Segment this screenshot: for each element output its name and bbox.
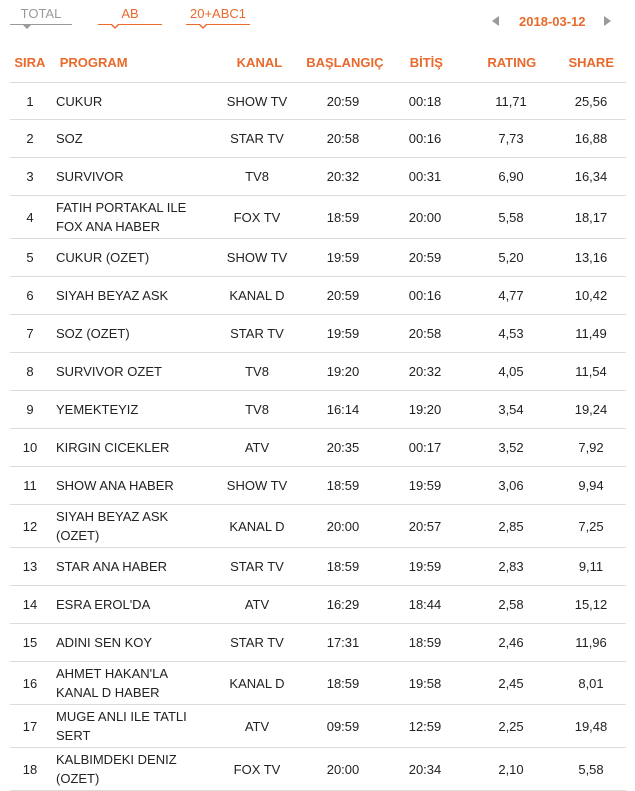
col-header-kanal: KANAL <box>236 54 283 70</box>
date-navigator <box>492 12 611 30</box>
cell-bitis: 18:44 <box>408 597 442 612</box>
cell-program: YEMEKTEYIZ <box>56 402 139 417</box>
cell-share: 13,16 <box>574 250 608 265</box>
cell-sira: 15 <box>22 635 38 650</box>
cell-bitis: 20:58 <box>408 326 442 341</box>
cell-kanal: TV8 <box>245 364 269 379</box>
cell-bitis: 12:59 <box>408 718 442 734</box>
cell-baslangic: 18:59 <box>326 478 360 493</box>
table-row <box>10 748 626 791</box>
cell-kanal: STAR TV <box>230 559 284 574</box>
cell-bitis: 20:34 <box>408 761 442 777</box>
cell-bitis: 19:59 <box>408 559 442 574</box>
cell-share: 7,25 <box>578 518 604 534</box>
table-row <box>10 467 626 505</box>
cell-sira: 17 <box>22 718 38 734</box>
cell-baslangic: 20:59 <box>326 288 360 303</box>
cell-kanal: KANAL D <box>229 288 285 303</box>
cell-rating: 5,20 <box>498 250 524 265</box>
cell-share: 11,96 <box>575 635 607 650</box>
cell-rating: 3,54 <box>498 402 524 417</box>
cell-share: 9,11 <box>578 559 604 574</box>
cell-sira: 8 <box>26 364 34 379</box>
table-row <box>10 353 626 391</box>
cell-sira: 14 <box>22 597 38 612</box>
cell-kanal: STAR TV <box>230 131 284 146</box>
col-header-bitis: BİTİŞ <box>409 54 443 70</box>
table-row <box>10 662 626 705</box>
cell-rating: 2,83 <box>498 559 524 574</box>
cell-kanal: SHOW TV <box>226 93 288 109</box>
cell-rating: 3,52 <box>498 440 524 455</box>
cell-baslangic: 20:35 <box>326 440 360 455</box>
cell-program: CUKUR <box>56 93 103 109</box>
cell-bitis: 00:17 <box>408 440 442 455</box>
cell-program: SIYAH BEYAZ ASK (OZET) <box>56 509 169 543</box>
tab-notch-icon <box>198 24 208 29</box>
cell-kanal: STAR TV <box>230 326 284 341</box>
cell-rating: 2,10 <box>498 761 524 777</box>
cell-rating: 2,45 <box>498 675 524 691</box>
cell-baslangic: 16:29 <box>326 597 360 612</box>
cell-bitis: 20:00 <box>408 209 442 225</box>
cell-kanal: TV8 <box>245 402 269 417</box>
cell-rating: 2,46 <box>498 635 524 650</box>
tab-20-abc1[interactable] <box>186 6 250 30</box>
cell-baslangic: 18:59 <box>326 559 360 574</box>
cell-program: ADINI SEN KOY <box>56 635 153 650</box>
cell-kanal: STAR TV <box>230 635 284 650</box>
cell-sira: 12 <box>22 518 38 534</box>
cell-bitis: 00:16 <box>408 131 442 146</box>
cell-sira: 10 <box>22 440 38 455</box>
cell-rating: 5,58 <box>498 209 524 225</box>
cell-share: 18,17 <box>574 209 608 225</box>
cell-sira: 18 <box>22 761 38 777</box>
cell-kanal: ATV <box>244 597 270 612</box>
cell-program: SOZ (OZET) <box>56 326 130 341</box>
cell-baslangic: 18:59 <box>326 675 360 691</box>
cell-share: 10,42 <box>574 288 608 303</box>
cell-bitis: 00:16 <box>408 288 442 303</box>
tab-notch-icon <box>22 24 32 29</box>
cell-program: SHOW ANA HABER <box>56 478 174 493</box>
cell-share: 15,12 <box>574 597 608 612</box>
cell-baslangic: 20:00 <box>326 518 360 534</box>
col-header-share: SHARE <box>568 54 614 70</box>
cell-kanal: KANAL D <box>229 675 285 691</box>
cell-program: SURVIVOR OZET <box>56 364 162 379</box>
table-row <box>10 120 626 158</box>
cell-share: 19,24 <box>574 402 608 417</box>
cell-rating: 4,77 <box>498 288 524 303</box>
col-header-baslangic: BAŞLANGIÇ <box>306 54 384 70</box>
cell-kanal: FOX TV <box>233 761 281 777</box>
cell-share: 11,49 <box>575 326 607 341</box>
cell-rating: 6,90 <box>498 169 524 184</box>
cell-baslangic: 20:58 <box>326 131 360 146</box>
cell-bitis: 19:58 <box>408 675 442 691</box>
cell-rating: 2,85 <box>498 518 524 534</box>
table-row <box>10 391 626 429</box>
cell-bitis: 20:59 <box>408 250 442 265</box>
cell-sira: 16 <box>22 675 38 691</box>
table-row <box>10 277 626 315</box>
cell-kanal: SHOW TV <box>226 250 288 265</box>
cell-bitis: 20:57 <box>408 518 442 534</box>
ratings-table <box>10 42 626 791</box>
tab-20-abc1-label: 20+ABC1 <box>189 6 246 21</box>
tab-underline <box>186 24 250 25</box>
cell-rating: 2,25 <box>498 718 524 734</box>
cell-share: 16,88 <box>574 131 608 146</box>
table-row <box>10 505 626 548</box>
cell-kanal: ATV <box>244 440 270 455</box>
cell-share: 19,48 <box>574 718 608 734</box>
cell-rating: 3,06 <box>498 478 524 493</box>
cell-sira: 11 <box>23 478 37 493</box>
cell-baslangic: 09:59 <box>326 718 360 734</box>
cell-kanal: ATV <box>244 718 270 734</box>
cell-sira: 1 <box>26 93 34 109</box>
cell-kanal: TV8 <box>245 169 269 184</box>
cell-program: KIRGIN CICEKLER <box>56 440 170 455</box>
cell-program: FATIH PORTAKAL ILE FOX ANA HABER <box>56 200 187 234</box>
table-header <box>10 42 626 83</box>
table-row <box>10 548 626 586</box>
cell-bitis: 18:59 <box>408 635 442 650</box>
cell-bitis: 19:20 <box>408 402 442 417</box>
tab-total-label: TOTAL <box>20 6 62 21</box>
cell-sira: 9 <box>26 402 34 417</box>
cell-rating: 7,73 <box>498 131 524 146</box>
table-row <box>10 429 626 467</box>
table-row <box>10 705 626 748</box>
cell-baslangic: 19:59 <box>326 326 360 341</box>
tab-underline <box>98 24 162 25</box>
cell-program: KALBIMDEKI DENIZ (OZET) <box>56 752 177 786</box>
table-body <box>10 83 626 791</box>
cell-kanal: SHOW TV <box>226 478 288 493</box>
cell-baslangic: 19:20 <box>326 364 360 379</box>
cell-bitis: 19:59 <box>408 478 442 493</box>
table-row <box>10 624 626 662</box>
cell-rating: 4,53 <box>498 326 524 341</box>
table-row <box>10 196 626 239</box>
cell-bitis: 00:31 <box>408 169 442 184</box>
cell-baslangic: 20:59 <box>326 93 360 109</box>
tab-ab-label: AB <box>121 6 139 21</box>
cell-program: CUKUR (OZET) <box>56 250 150 265</box>
cell-baslangic: 17:31 <box>326 635 360 650</box>
col-header-rating: RATING <box>487 54 537 70</box>
cell-sira: 3 <box>26 169 34 184</box>
table-row <box>10 83 626 120</box>
selected-date: 2018-03-12 <box>519 13 586 29</box>
cell-share: 5,58 <box>578 761 604 777</box>
cell-program: SOZ <box>56 131 83 146</box>
cell-share: 16,34 <box>574 169 608 184</box>
cell-sira: 7 <box>26 326 34 341</box>
tab-ab[interactable] <box>98 6 162 30</box>
cell-baslangic: 19:59 <box>326 250 360 265</box>
cell-baslangic: 20:32 <box>326 169 360 184</box>
cell-sira: 6 <box>26 288 34 303</box>
cell-baslangic: 16:14 <box>326 402 360 417</box>
col-header-sira: SIRA <box>14 54 46 70</box>
cell-share: 11,54 <box>575 364 607 379</box>
cell-share: 25,56 <box>574 93 608 109</box>
cell-sira: 2 <box>26 131 34 146</box>
col-header-program: PROGRAM <box>59 54 128 70</box>
cell-sira: 13 <box>22 559 38 574</box>
cell-bitis: 00:18 <box>408 93 442 109</box>
cell-kanal: KANAL D <box>229 518 285 534</box>
table-row <box>10 586 626 624</box>
cell-sira: 4 <box>26 209 34 225</box>
cell-program: AHMET HAKAN'LA KANAL D HABER <box>56 666 168 700</box>
audience-tabs <box>0 0 635 38</box>
cell-rating: 11,71 <box>495 93 527 109</box>
cell-program: ESRA EROL'DA <box>56 597 151 612</box>
cell-share: 7,92 <box>578 440 604 455</box>
table-row <box>10 239 626 277</box>
tab-total[interactable] <box>10 6 72 30</box>
cell-sira: 5 <box>26 250 34 265</box>
cell-baslangic: 20:00 <box>326 761 360 777</box>
tab-notch-icon <box>110 24 120 29</box>
cell-program: SURVIVOR <box>56 169 124 184</box>
triangle-right-icon[interactable] <box>604 16 611 26</box>
cell-rating: 2,58 <box>498 597 524 612</box>
cell-share: 9,94 <box>578 478 604 493</box>
triangle-left-icon[interactable] <box>492 16 499 26</box>
cell-program: STAR ANA HABER <box>56 559 168 574</box>
cell-share: 8,01 <box>578 675 604 691</box>
table-row <box>10 315 626 353</box>
cell-bitis: 20:32 <box>408 364 442 379</box>
cell-baslangic: 18:59 <box>326 209 360 225</box>
cell-rating: 4,05 <box>498 364 524 379</box>
cell-program: SIYAH BEYAZ ASK <box>56 288 169 303</box>
tab-underline <box>10 24 72 25</box>
cell-program: MUGE ANLI ILE TATLI SERT <box>56 709 187 743</box>
table-row <box>10 158 626 196</box>
cell-kanal: FOX TV <box>233 209 281 225</box>
